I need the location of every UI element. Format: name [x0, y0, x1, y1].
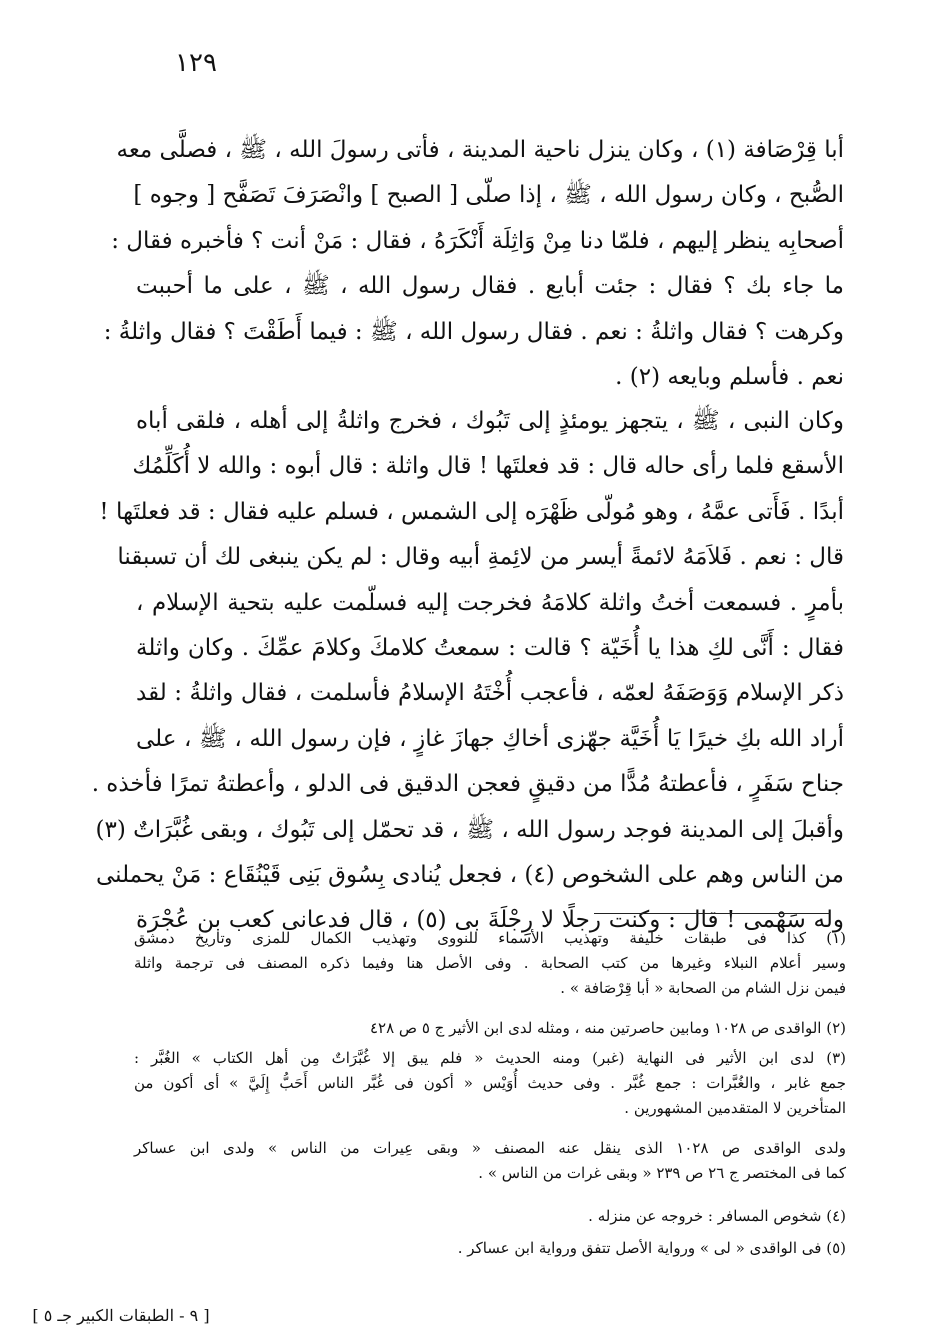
- footnote-line: (١) كذا فى طبقات خليفة وتهذيب الأسماء للنووى وتهذيب الكمال للمزى وتاريخ دمشق: [134, 929, 846, 947]
- text-line: الصُّبح ، وكان رسول الله ، ﷺ ، إذا صلّى [ الصبح ] وانْصَرَفَ تَصَفَّح [ وجوه ]: [133, 182, 844, 209]
- text-line: وله سَهْمى ! قال : وكنت رجلًا لا رِجْلَةَ بى (٥) ، قال فدعانى كعب بن عُجْرَة: [136, 907, 844, 934]
- footnote-1: [134, 926, 846, 1001]
- footnote-line: (٤) شخوص المسافر : خروجه عن منزله .: [588, 1207, 846, 1225]
- footnote-2: [134, 1016, 846, 1041]
- text-line: نعم . فأسلم وبايعه (٢) .: [615, 363, 844, 390]
- text-line: فقال : أَنَّى لكِ هذا يا أُخَيّة ؟ قالت : سمعتُ كلامكَ وكلامَ عمِّكَ . وكان واثلة: [136, 634, 844, 661]
- text-line: أراد الله بكِ خيرًا يَا أُخَيَّة جهّزى أخاكِ جهازَ غازٍ ، فإن رسول الله ، ﷺ ، على: [136, 725, 844, 752]
- footnote-line: (٥) فى الواقدى « لى » ورواية الأصل تتفق ورواية ابن عساكر .: [457, 1239, 846, 1257]
- text-line: وكرهت ؟ فقال واثلةُ : نعم . فقال رسول الله ، ﷺ : فيما أَطَقْتَ ؟ فقال واثلةُ :: [103, 318, 844, 345]
- footnote-line: وسير أعلام النبلاء وغيرها من كتب الصحابة . وفى الأصل هنا وفيما ذكره المصنف فى ترجمة واثلة: [134, 954, 846, 972]
- footnote-line: كما فى المختصر ج ٢٦ ص ٢٣٩ « وبقى غرات من الناس » .: [478, 1164, 846, 1182]
- footnote-4: [134, 1204, 846, 1229]
- text-line: أصحابِه ينظر إليهم ، فلمّا دنا مِنْ وَاثِلَة أَنْكَرَهُ ، فقال : مَنْ أنت ؟ فأخبره فقال :: [111, 227, 844, 254]
- text-line: ما جاء بك ؟ فقال : جئت أبايع . فقال رسول الله ، ﷺ ، على ما أحببت: [136, 273, 844, 300]
- footnote-divider: [594, 913, 830, 914]
- footnote-5: [134, 1236, 846, 1261]
- paragraph-2: [91, 399, 844, 944]
- footnote-line: ولدى الواقدى ص ١٠٢٨ الذى ينقل عنه المصنف « وبقى عِيرات من الناس » ولدى ابن عساكر: [134, 1139, 846, 1157]
- footnote-line: المتأخرين لا المتقدمين المشهورين .: [624, 1099, 846, 1117]
- footnote-3-continued: [134, 1136, 846, 1186]
- page-number: ١٢٩: [175, 48, 217, 78]
- text-line: قال : نعم . فَلاَمَهُ لائمةً أيسر من لائِمةِ أبيه وقال : لم يكن ينبغى لك أن تسبقنا: [117, 544, 844, 571]
- footnote-line: (٢) الواقدى ص ١٠٢٨ ومابين حاصرتين منه ، ومثله لدى ابن الأثير ج ٥ ص ٤٢٨: [369, 1019, 846, 1037]
- text-line: أبا قِرْصَافة (١) ، وكان ينزل ناحية المدينة ، فأتى رسولَ الله ، ﷺ ، فصلَّى معه: [116, 137, 844, 163]
- paragraph-1: [103, 128, 844, 400]
- footnote-3: [134, 1046, 846, 1121]
- text-line: أبدًا . فَأَتى عمَّهُ ، وهو مُولّى ظَهْرَه إلى الشمس ، فسلم عليه فقال : قد فعلتَها !: [99, 498, 844, 525]
- text-line: جناح سَفَرٍ ، فأعطتهُ مُدًّا من دقيقٍ فعجن الدقيق فى الدلو ، وأعطتهُ تمرًا فأخذه .: [91, 771, 844, 798]
- footnote-line: جمع غابر ، والغُبَّرات : جمع غُبَّر . وفى حديث أُوَيْس « أكون فى غُبَّر الناس أَحَبُّ إِلَيَّ » أى أكون من: [134, 1074, 846, 1092]
- text-line: الأسقع فلما رأى حاله قال : قد فعلتَها ! قال واثلة : قال أبوه : والله لا أُكَلِّمُك: [132, 453, 844, 480]
- text-line: من الناس وهم على الشخوص (٤) ، فجعل يُنادى بِسُوق بَنِى قَيْنُقَاع : مَنْ يحملنى: [95, 861, 844, 888]
- footnote-line: (٣) لدى ابن الأثير فى النهاية (غبر) ومنه الحديث « فلم يبق إلا غُبَّرَاتٌ مِن أهل الكتاب » الغُبَّر :: [134, 1049, 846, 1067]
- page-signature: [ ٩ - الطبقات الكبير جـ ٥ ]: [32, 1306, 210, 1325]
- text-line: وأقبلَ إلى المدينة فوجد رسول الله ، ﷺ ، قد تحمّل إلى تَبُوك ، وبقى غُبَّرَاتٌ (٣): [95, 816, 844, 843]
- footnote-line: فيمن نزل الشام من الصحابة « أبا قِرْصَافة » .: [560, 979, 846, 997]
- text-line: بأمرٍ . فسمعت أختُ واثلة كلامَهُ فخرجت إليه فسلّمت عليه بتحية الإسلام ،: [136, 589, 844, 616]
- text-line: ذكر الإسلام وَوَصَفَهُ لعمّه ، فأعجب أُخْتَهُ الإسلامُ فأسلمت ، فقال واثلةُ : لقد: [136, 680, 844, 707]
- text-line: وكان النبى ، ﷺ ، يتجهز يومئذٍ إلى تَبُوك ، فخرج واثلةُ إلى أهله ، فلقى أباه: [136, 408, 844, 434]
